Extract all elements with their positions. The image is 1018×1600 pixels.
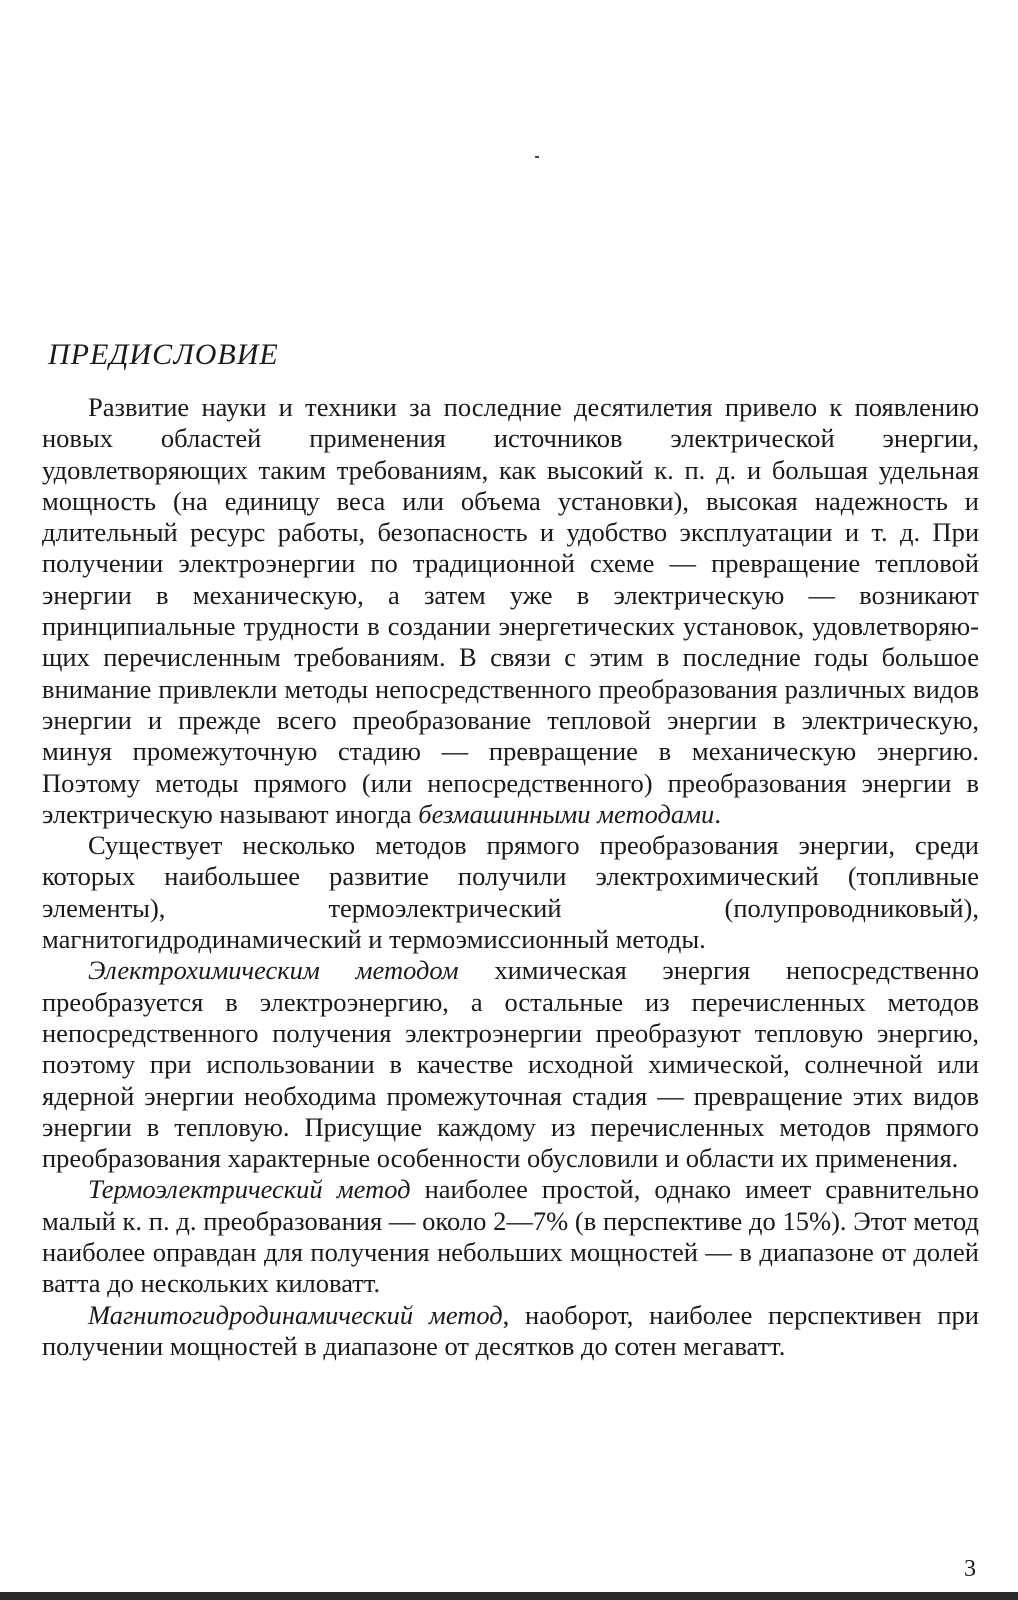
paragraph-4 — [42, 1174, 979, 1299]
paragraph-3-italic-term: Электрохимическим методом — [88, 955, 459, 986]
page-number: 3 — [964, 1556, 976, 1582]
paragraph-4-italic-term: Термоэлектрический метод — [88, 1174, 411, 1205]
paragraph-1-italic-term: безмашинными методами — [418, 798, 715, 829]
paragraph-2-text: Существует несколько методов прямого преобразования энергии, среди которых наибольшее развитие получили электрохимический (топливные элементы), термоэлектрический (полупроводниковый), магнитогидродинамический и термоэмиссионный методы. — [42, 830, 979, 955]
paragraph-5-text: , наоборот, наиболее перспективен при получении мощностей в диапазоне от десятков до сотен мегаватт. — [42, 1299, 979, 1361]
paragraph-5-italic-term: Магнитогидродинамический метод — [88, 1299, 503, 1330]
paragraph-2 — [42, 830, 979, 955]
paragraph-5 — [42, 1300, 979, 1363]
paragraph-4-text: наиболее простой, однако имеет сравнительно малый к. п. д. преобразования — около 2—7% (в перспективе до 15%). Этот метод наиболее оправдан для получения небольших мощностей — в диапазоне от долей ватта до нескольких киловатт. — [42, 1174, 979, 1299]
paragraph-3-text: химическая энергия непосредственно преобразуется в электроэнергию, а остальные из перечисленных методов непосредственного получения электроэнергии преобразуют тепловую энергию, поэтому при использовании в качестве исходной химической, солнечной или ядерной энергии необходима промежуточная стадия — превращение этих видов энергии в тепловую. Присущие каждому из перечисленных методов прямого преобразования характерные особенности обусловили и области их применения. — [42, 955, 979, 1174]
scan-speck — [535, 156, 539, 158]
paragraph-1-end: . — [714, 798, 721, 829]
paragraph-1-text: Развитие науки и техники за последние десятилетия привело к появлению новых областей применения источников электрической энергии, удовлетворяющих таким требованиям, как высокий к. п. д. и большая удельная мощность (на единицу веса или объема установки), высокая надежность и длительный ресурс работы, безопасность и удобство эксплуатации и т. д. При получении электроэнергии по традиционной схеме — превращение тепловой энергии в механическую, а затем уже в электрическую — возникают принципиальные трудности в создании энергетических установок, удовлетворяющих перечисленным требованиям. В связи с этим в последние годы большое внимание привлекли методы непосредственного преобразования различных видов энергии и прежде всего преобразование тепловой энергии в электрическую, минуя промежуточную стадию — превращение в механическую энергию. Поэтому методы прямого (или непосредственного) преобразования энергии в электрическую называют иногда — [42, 392, 979, 829]
preface-body — [42, 392, 979, 1362]
scan-bottom-edge — [0, 1592, 1018, 1600]
section-heading: ПРЕДИСЛОВИЕ — [48, 338, 279, 371]
paragraph-3 — [42, 955, 979, 1174]
paragraph-1 — [42, 392, 979, 830]
